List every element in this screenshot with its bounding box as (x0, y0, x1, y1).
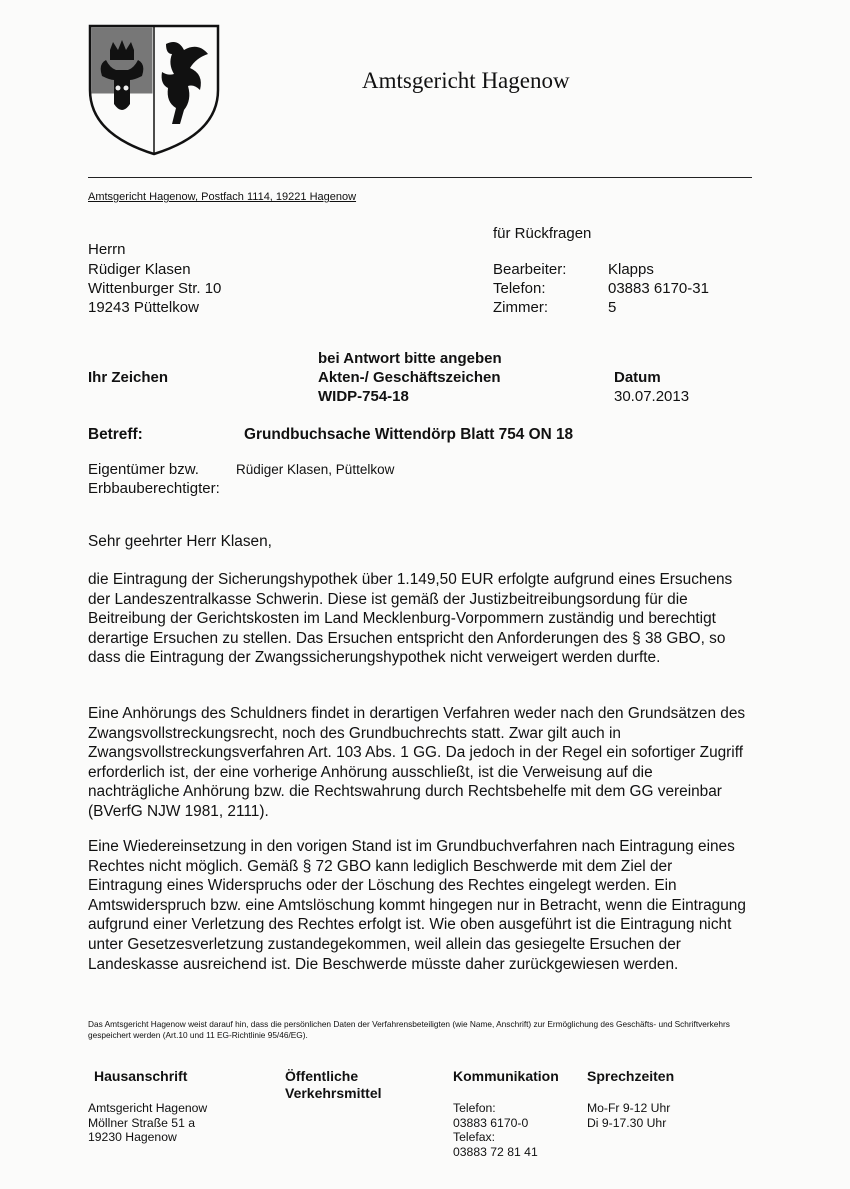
body-paragraph: Eine Wiedereinsetzung in den vorigen Stand ist im Grundbuchverfahren nach Eintragung eines Rechtes nicht möglich. Gemäß § 72 GBO kann lediglich Beschwerde mit dem Ziel der Eintragung eines Widerspruchs oder der Löschung des Rechtes eingelegt werden. Ein Amtswiderspruch bzw. eine Amtslöschung kommt hingegen nur in Betracht, wenn die Eintragung aufgrund einer Verletzung des Rechtes erfolgt ist. Wie oben ausgeführt ist die Eintragung nicht unter Gesetzesverletzung zustandegekommen, weil allein das gesiegelte Ersuchen der Landeskasse ausreichend ist. Die Beschwerde müsste daher zurückgewiesen werden. (88, 838, 746, 973)
aktenzeichen: WIDP-754-18 (318, 388, 409, 405)
owner-label: Eigentümer bzw. (88, 461, 199, 478)
court-name: Amtsgericht Hagenow (362, 68, 570, 93)
contact-label: Bearbeiter: (493, 261, 567, 278)
header-rule (88, 177, 752, 178)
betreff-value: Grundbuchsache Wittendörp Blatt 754 ON 18 (244, 426, 574, 443)
contact-value: 03883 6170-31 (608, 280, 709, 297)
antwort-hint: bei Antwort bitte angeben (318, 350, 502, 367)
coat-of-arms-logo (88, 24, 220, 156)
return-address: Amtsgericht Hagenow, Postfach 1114, 19221 Hagenow (88, 191, 357, 203)
footer-hausanschrift: Amtsgericht Hagenow Möllner Straße 51 a 19230 Hagenow (88, 1101, 208, 1144)
owner-value: Rüdiger Klasen, Püttelkow (236, 462, 395, 477)
recipient-line: Rüdiger Klasen (88, 261, 191, 278)
salutation: Sehr geehrter Herr Klasen, (88, 533, 272, 550)
contact-heading: für Rückfragen (493, 225, 592, 242)
ihr-zeichen-label: Ihr Zeichen (88, 369, 169, 386)
footer-sprechzeiten: Mo-Fr 9-12 Uhr Di 9-17.30 Uhr (587, 1101, 671, 1130)
recipient-line: Wittenburger Str. 10 (88, 280, 222, 297)
aktenzeichen-label: Akten-/ Geschäftszeichen (318, 369, 501, 386)
footer-heading-verkehrsmittel: Öffentliche Verkehrsmittel (285, 1068, 382, 1101)
privacy-notice: Das Amtsgericht Hagenow weist darauf hin, dass die persönlichen Daten der Verfahrensbeteiligten (wie Name, Anschrift) zur Ermöglichung des Geschäfts- und Schriftverkehrs gespeichert werden (Art.10 und 11 EG-Richtlinie 95/46/EG). (88, 1019, 730, 1040)
recipient-line: Herrn (88, 241, 126, 258)
body-paragraph: Eine Anhörungs des Schuldners findet in derartigen Verfahren weder nach den Grundsätzen des Zwangsvollstreckungsrecht, noch des Grundbuchrechts statt. Zwar gilt auch in Zwangsvollstreckungsverfahren Art. 103 Abs. 1 GG. Da jedoch in der Regel ein sofortiger Zugriff erforderlich ist, der eine vorherige Anhörung ausschließt, ist die Verweisung auf die nachträgliche Anhörung bzw. die Rechtswahrung durch Rechtsbehelfe mit dem GG vereinbar (BVerfG NJW 1981, 2111). (88, 705, 746, 820)
footer-kommunikation: Telefon: 03883 6170-0 Telefax: 03883 72 81 41 (453, 1101, 538, 1159)
footer-heading-kommunikation: Kommunikation (453, 1068, 559, 1084)
footer-heading-sprechzeiten: Sprechzeiten (587, 1068, 675, 1084)
datum-label: Datum (614, 369, 661, 386)
betreff-label: Betreff: (88, 426, 143, 443)
contact-label: Zimmer: (493, 299, 548, 316)
owner-label: Erbbauberechtigter: (88, 480, 220, 497)
datum: 30.07.2013 (614, 388, 690, 405)
recipient-line: 19243 Püttelkow (88, 299, 199, 316)
contact-value: Klapps (608, 261, 654, 278)
contact-label: Telefon: (493, 280, 546, 297)
body-paragraph: die Eintragung der Sicherungshypothek über 1.149,50 EUR erfolgte aufgrund eines Ersuchens der Landeszentralkasse Schwerin. Diese ist gemäß der Justizbeitreibungsordung für die Beitreibung der Gerichtskosten im Land Mecklenburg-Vorpommern zuständig und berechtigt derartige Ersuchen zu stellen. Das Ersuchen entspricht den Anforderungen des § 38 GBO, so dass die Eintragung der Zwangssicherungshypothek nicht verweigert werden durfte. (88, 571, 733, 667)
contact-value: 5 (608, 299, 617, 316)
footer-heading-hausanschrift: Hausanschrift (94, 1068, 188, 1084)
